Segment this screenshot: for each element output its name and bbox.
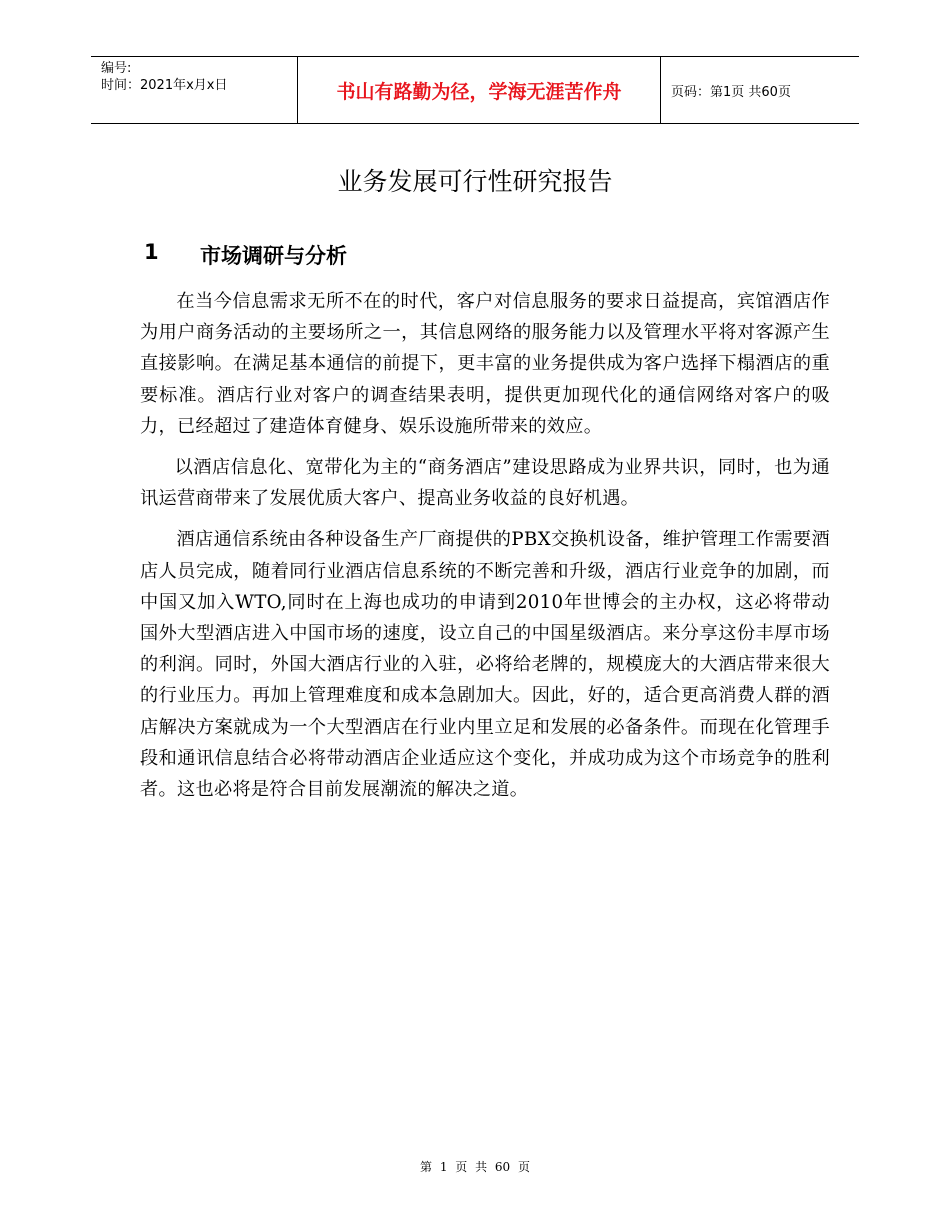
header-table [91, 56, 859, 124]
paragraph: 在当今信息需求无所不在的时代，客户对信息服务的要求日益提高，宾馆酒店作为用户商务活动的主要场所之一，其信息网络的服务能力以及管理水平将对客源产生直接影响。在满足基本通信的前提下，更丰富的业务提供成为客户选择下榻酒店的重要标准。酒店行业对客户的调查结果表明，提供更加现代化的通信网络对客户的吸力，已经超过了建造体育健身、娱乐设施所带来的效应。 [140, 291, 830, 437]
page-footer: 第 1 页 共 60 页 [420, 1160, 530, 1174]
section-number: 1 [144, 240, 159, 264]
document-title: 业务发展可行性研究报告 [337, 167, 613, 196]
time-label: 时间：2021年x月x日 [101, 78, 228, 93]
document-body [140, 286, 830, 815]
paragraph: 以酒店信息化、宽带化为主的“商务酒店”建设思路成为业界共识，同时，也为通讯运营商带来了发展优质大客户、提高业务收益的良好机遇。 [140, 457, 830, 510]
serial-label: 编号: [101, 61, 132, 76]
header-motto: 书山有路勤为径，学海无涯苦作舟 [298, 57, 661, 123]
header-meta [91, 57, 298, 123]
header-page-info: 页码：第1页 共60页 [671, 84, 791, 100]
section-heading [144, 240, 347, 270]
section-title: 市场调研与分析 [200, 244, 347, 268]
paragraph: 酒店通信系统由各种设备生产厂商提供的PBX交换机设备，维护管理工作需要酒店人员完成，随着同行业酒店信息系统的不断完善和升级，酒店行业竞争的加剧，而中国又加入WTO,同时在上海也成功的申请到2010年世博会的主办权，这必将带动国外大型酒店进入中国市场的速度，设立自己的中国星级酒店。来分享这份丰厚市场的利润。同时，外国大酒店行业的入驻，必将给老牌的，规模庞大的大酒店带来很大的行业压力。再加上管理难度和成本急剧加大。因此，好的，适合更高消费人群的酒店解决方案就成为一个大型酒店在行业内里立足和发展的必备条件。而现在化管理手段和通讯信息结合必将带动酒店企业适应这个变化，并成功成为这个市场竞争的胜利者。这也必将是符合目前发展潮流的解决之道。 [140, 529, 830, 801]
